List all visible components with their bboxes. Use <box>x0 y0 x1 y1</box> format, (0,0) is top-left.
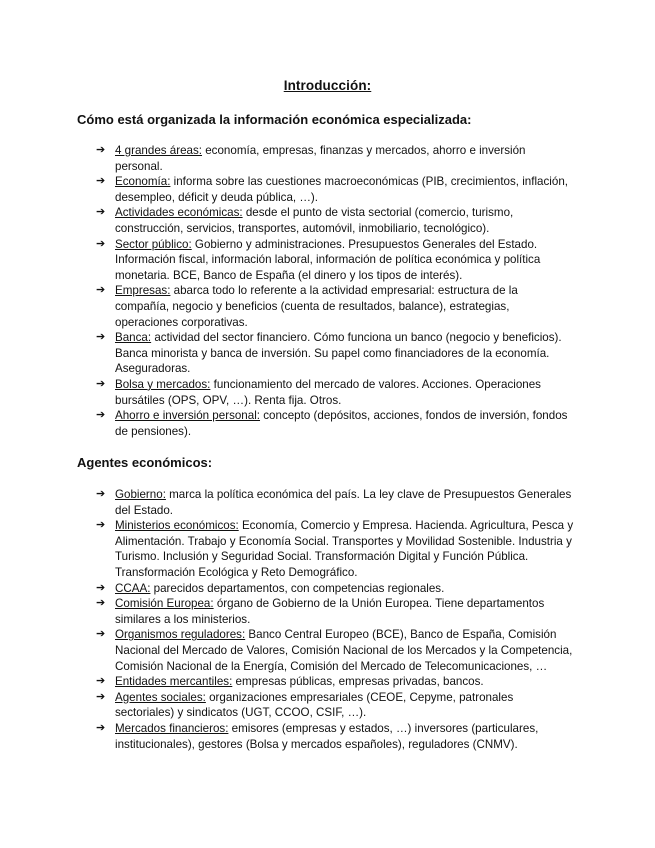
arrow-bullet-icon: ➔ <box>96 175 106 188</box>
list-item-description: actividad del sector financiero. Cómo funciona un banco (negocio y beneficios). Banca minorista y banca de inversión. Su papel como financiadores de la economía. Aseguradoras. <box>115 331 562 376</box>
list-item-description: Banco Central Europeo (BCE), Banco de España, Comisión Nacional del Mercado de Valores, Comisión Nacional de los Mercados y la Competencia, Comisión Nacional de la Energía, Comisión del Mercado de Telecomunicaciones, … <box>115 628 573 673</box>
list-item-description: Economía, Comercio y Empresa. Hacienda. Agricultura, Pesca y Alimentación. Trabajo y Economía Social. Transportes y Movilidad Sostenible. Industria y Turismo. Inclusión y Seguridad Social. Transformación Digital y Función Pública. Transformación Ecológica y Reto Demográfico. <box>115 519 574 579</box>
list-item-description: informa sobre las cuestiones macroeconómicas (PIB, crecimientos, inflación, desempleo, déficit y deuda pública, …). <box>115 175 568 204</box>
arrow-bullet-icon: ➔ <box>96 721 106 734</box>
list-item-description: empresas públicas, empresas privadas, bancos. <box>232 675 484 689</box>
list-item <box>0 674 655 690</box>
list-item <box>0 174 655 205</box>
list-item <box>0 330 655 377</box>
list-item-term: Banca: <box>115 331 152 345</box>
list-item-description: funcionamiento del mercado de valores. Acciones. Operaciones bursátiles (OPS, OPV, …). Renta fija. Otros. <box>115 377 541 407</box>
arrow-bullet-icon: ➔ <box>96 519 106 532</box>
arrow-bullet-icon: ➔ <box>96 206 106 219</box>
list-item-term: Economía: <box>115 175 171 189</box>
page-title: Introducción: <box>283 78 372 93</box>
list-item-description: Gobierno y administraciones. Presupuestos Generales del Estado. Información fiscal, información laboral, información de política económica y política monetaria. BCE, Banco de España (el dinero y los tipos de interés). <box>115 237 541 282</box>
list-item <box>0 377 655 408</box>
list-item-description: organizaciones empresariales (CEOE, Cepyme, patronales sectoriales) y sindicatos (UGT, CCOO, CSIF, …). <box>115 690 514 720</box>
arrow-bullet-icon: ➔ <box>96 144 106 156</box>
list-item <box>0 143 655 174</box>
list-item <box>0 408 655 439</box>
list-item-term: Organismos reguladores: <box>115 628 246 642</box>
arrow-bullet-icon: ➔ <box>96 488 106 500</box>
list-item-term: Sector público: <box>115 237 192 251</box>
arrow-bullet-icon: ➔ <box>96 331 106 344</box>
list-item-term: Comisión Europea: <box>115 597 214 611</box>
list-item <box>0 205 655 236</box>
list-item-term: Empresas: <box>115 284 171 298</box>
list-item-description: concepto (depósitos, acciones, fondos de inversión, fondos de pensiones). <box>115 409 568 438</box>
list-item <box>0 487 655 518</box>
section-heading-organizacion: Cómo está organizada la información económica especializada: <box>77 112 472 127</box>
arrow-bullet-icon: ➔ <box>96 409 106 422</box>
list-item-description: emisores (empresas y estados, …) inversores (particulares, institucionales), gestores (Bolsa y mercados españoles), reguladores (CNMV). <box>115 721 539 751</box>
section-heading-agentes: Agentes económicos: <box>77 455 213 470</box>
list-item-term: Actividades económicas: <box>115 206 243 220</box>
list-item-description: abarca todo lo referente a la actividad empresarial: estructura de la compañía, negocio y beneficios (cuenta de resultados, balance), estrategias, operaciones corporativas. <box>115 284 518 329</box>
arrow-bullet-icon: ➔ <box>96 581 106 594</box>
list-item-term: Agentes sociales: <box>115 690 206 704</box>
list-item <box>0 237 655 284</box>
list-item-term: Ahorro e inversión personal: <box>115 409 261 423</box>
list-item-description: desde el punto de vista sectorial (comercio, turismo, construcción, servicios, transportes, automóvil, inmobiliario, tecnológico). <box>115 206 514 235</box>
list-item <box>0 627 655 674</box>
list-item <box>0 581 655 597</box>
list-item <box>0 721 655 752</box>
list-item-description: parecidos departamentos, con competencias regionales. <box>150 581 445 595</box>
list-item <box>0 596 655 627</box>
list-item-description: órgano de Gobierno de la Unión Europea. Tiene departamentos similares a los ministerios. <box>115 597 545 626</box>
arrow-bullet-icon: ➔ <box>96 690 106 703</box>
list-item-term: 4 grandes áreas: <box>115 144 203 157</box>
arrow-bullet-icon: ➔ <box>96 675 106 688</box>
list-item-description: marca la política económica del país. La ley clave de Presupuestos Generales del Estado. <box>115 488 572 517</box>
list-item <box>0 690 655 721</box>
list-organizacion <box>0 143 655 439</box>
list-item-term: Bolsa y mercados: <box>115 377 211 391</box>
list-item-term: Ministerios económicos: <box>115 519 239 533</box>
list-item <box>0 283 655 330</box>
arrow-bullet-icon: ➔ <box>96 377 106 390</box>
list-item-term: Gobierno: <box>115 488 166 501</box>
list-item-term: Entidades mercantiles: <box>115 675 233 689</box>
list-item-term: CCAA: <box>115 581 151 595</box>
arrow-bullet-icon: ➔ <box>96 284 106 297</box>
list-item-description: economía, empresas, finanzas y mercados, ahorro e inversión personal. <box>115 144 526 173</box>
arrow-bullet-icon: ➔ <box>96 628 106 641</box>
list-item-term: Mercados financieros: <box>115 721 229 735</box>
list-agentes <box>0 487 655 752</box>
arrow-bullet-icon: ➔ <box>96 237 106 250</box>
arrow-bullet-icon: ➔ <box>96 597 106 610</box>
list-item <box>0 518 655 580</box>
